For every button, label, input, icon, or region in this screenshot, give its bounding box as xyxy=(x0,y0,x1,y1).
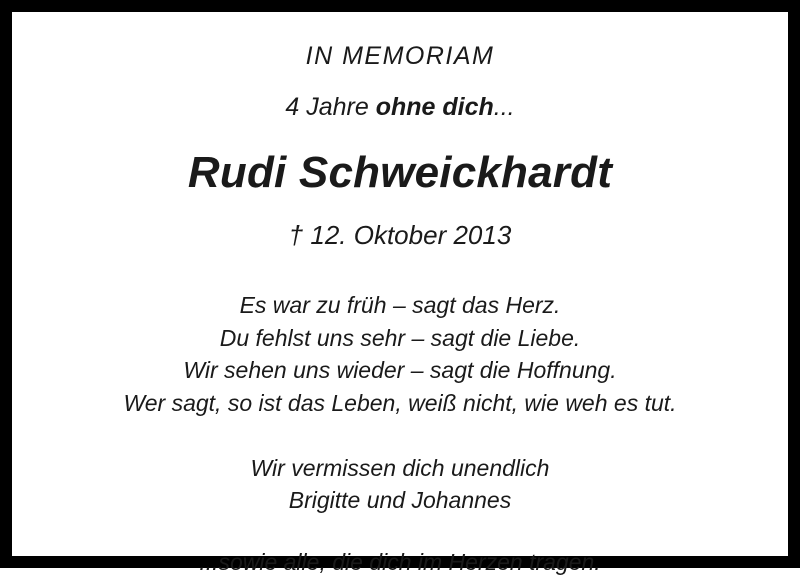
poem-line: Es war zu früh – sagt das Herz. xyxy=(239,292,561,318)
poem-line: Du fehlst uns sehr – sagt die Liebe. xyxy=(219,324,581,351)
farewell-line: Wir vermissen dich unendlich xyxy=(250,454,550,481)
anniversary-prefix: 4 Jahre xyxy=(285,93,376,121)
deceased-name: Rudi Schweickhardt xyxy=(187,148,613,197)
mourners-names: Brigitte und Johannes xyxy=(288,487,512,514)
anniversary-line xyxy=(285,93,514,122)
anniversary-emphasis: ohne dich xyxy=(375,93,494,121)
poem-block xyxy=(123,289,676,420)
anniversary-suffix: ... xyxy=(493,93,515,121)
page-title: IN MEMORIAM xyxy=(305,42,495,70)
poem-line: Wir sehen uns wieder – sagt die Hoffnung. xyxy=(183,357,617,384)
death-date: † 12. Oktober 2013 xyxy=(288,220,512,250)
closing-line: ...sowie alle, die dich im Herzen tragen. xyxy=(199,548,601,575)
farewell-block xyxy=(251,452,550,517)
poem-line: Wer sagt, so ist das Leben, weiß nicht, wie weh es tut. xyxy=(123,389,677,416)
